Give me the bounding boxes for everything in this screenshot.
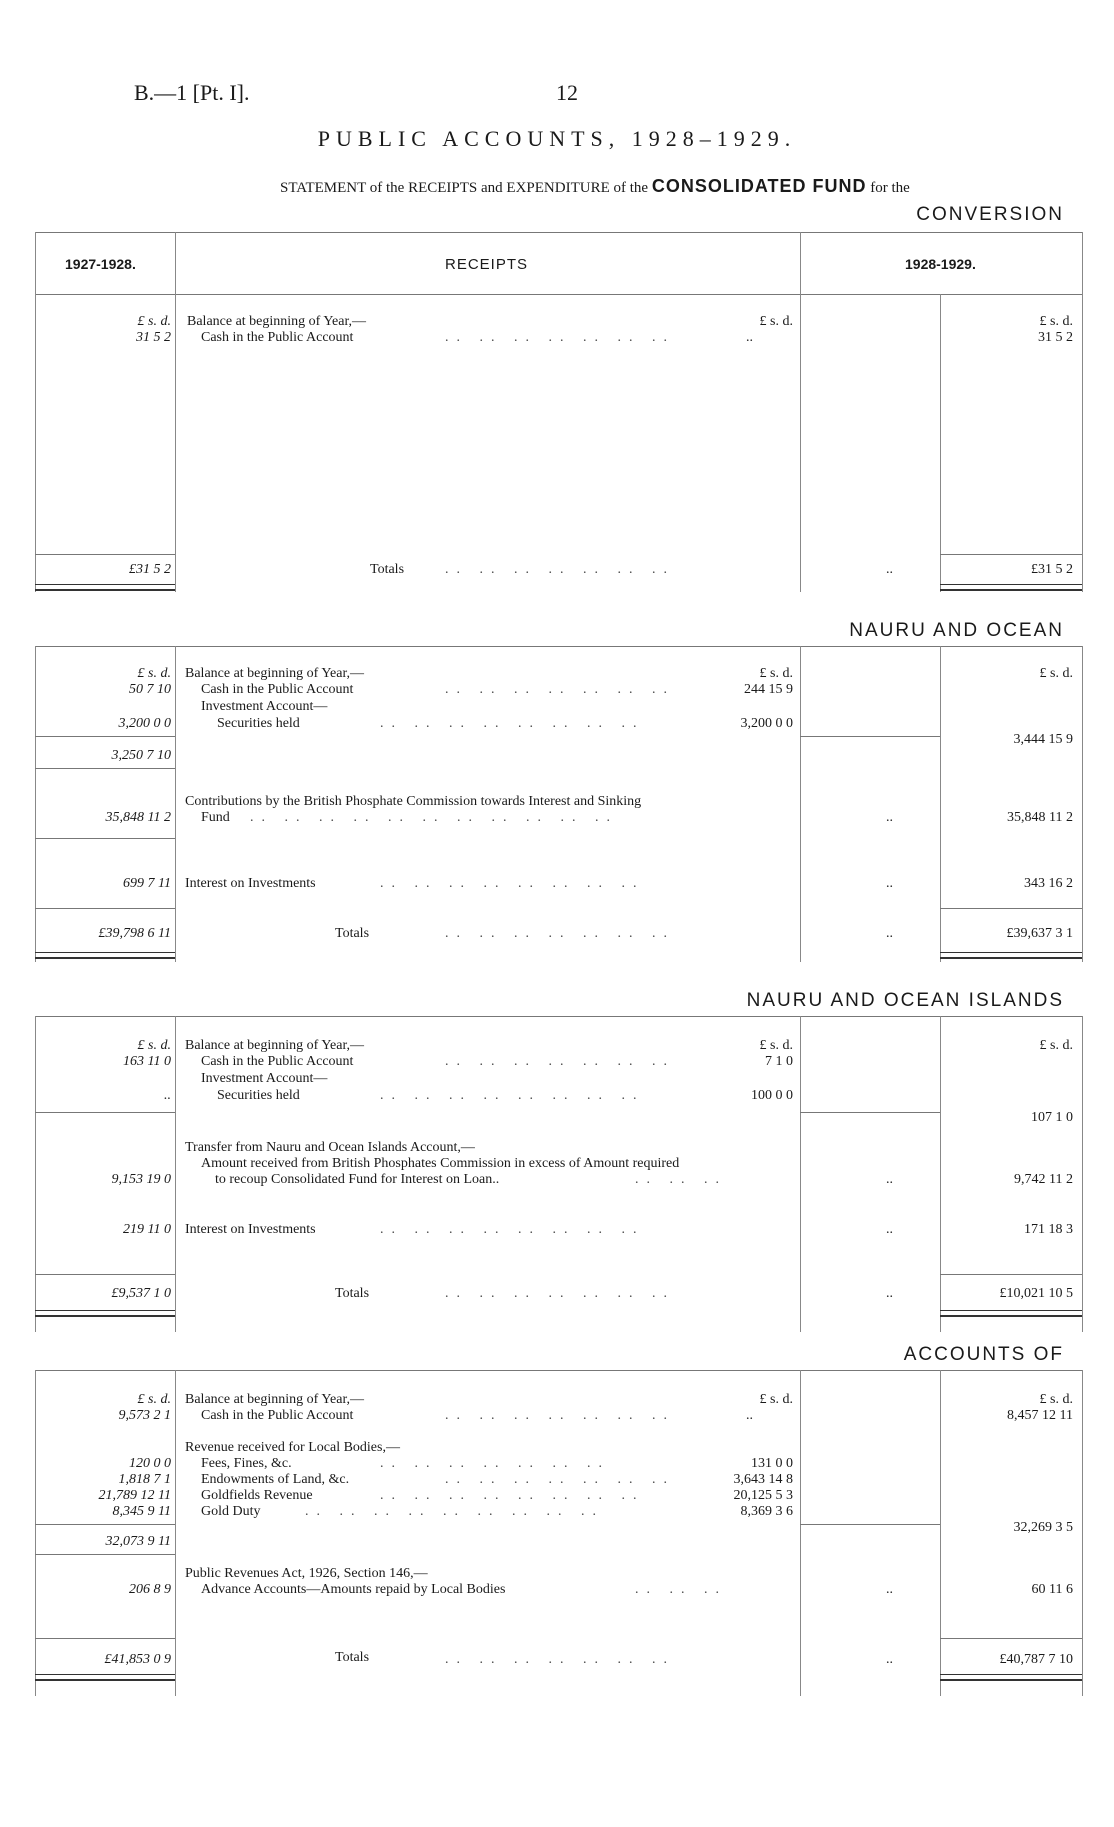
- acc-right-cash: 8,457 12 11: [1007, 1408, 1073, 1423]
- nauru-ocean-totals-prev: £39,798 6 11: [98, 926, 171, 941]
- statement-suffix: for the: [870, 180, 910, 196]
- leader-dots: .. .. ..: [635, 1582, 727, 1597]
- noi-transfer2: Amount received from British Phosphates Commission in excess of Amount required: [201, 1156, 680, 1171]
- leader-dots: .. .. .. .. .. .. ..: [445, 682, 675, 697]
- conversion-totals-prev: £31 5 2: [129, 562, 171, 577]
- leader-dots: .. .. .. .. .. .. .. ..: [380, 716, 645, 731]
- conversion-mid-dots: ..: [746, 330, 753, 345]
- acc-item-label: Endowments of Land, &c.: [201, 1472, 350, 1487]
- noi-right-interest: 171 18 3: [1024, 1222, 1073, 1237]
- acc-prev-pra: 206 8 9: [129, 1582, 171, 1597]
- units-right: £ s. d.: [1039, 314, 1073, 329]
- noi-interest: Interest on Investments: [185, 1222, 316, 1237]
- section-heading-accounts-of: ACCOUNTS OF: [903, 1344, 1064, 1365]
- nauru-ocean-prev-cash: 50 7 10: [129, 682, 171, 697]
- col-header-curr-year: 1928-1929.: [905, 256, 976, 272]
- noi-prev-cash: 163 11 0: [123, 1054, 171, 1069]
- acc-mid-cash: ..: [746, 1408, 753, 1423]
- acc-item-mid: 20,125 5 3: [733, 1488, 793, 1503]
- noi-prev-sec: ..: [164, 1088, 171, 1103]
- acc-item-mid: 8,369 3 6: [740, 1504, 793, 1519]
- conversion-totals-mid: ..: [886, 562, 893, 577]
- noi-prev-interest: 219 11 0: [123, 1222, 171, 1237]
- acc-right-pra: 60 11 6: [1031, 1582, 1073, 1597]
- acc-item-label: Goldfields Revenue: [201, 1488, 313, 1503]
- leader-dots: .. .. .. .. .. .. .. ..: [380, 1088, 645, 1103]
- leader-dots: .. .. .. .. .. .. .. ..: [380, 876, 645, 891]
- noi-line2: Cash in the Public Account: [201, 1054, 354, 1069]
- acc-item-label: Fees, Fines, &c.: [201, 1456, 292, 1471]
- nauru-ocean-contrib1: Contributions by the British Phosphate Commission towards Interest and Sinking: [185, 794, 642, 809]
- conversion-totals-right: £31 5 2: [1031, 562, 1073, 577]
- acc-item-label: Gold Duty: [201, 1504, 261, 1519]
- statement-prefix: STATEMENT of the RECEIPTS and EXPENDITURE of the: [280, 180, 649, 196]
- leader-dots: .. .. .. .. .. .. .. .. ..: [305, 1504, 604, 1519]
- leader-dots: .. .. .. .. .. .. ..: [445, 1408, 675, 1423]
- units-prev: £ s. d.: [137, 314, 171, 329]
- page-title: PUBLIC ACCOUNTS, 1928–1929.: [317, 126, 797, 151]
- leader-dots: .. .. .. .. .. .. .. .. .. .. ..: [250, 810, 618, 825]
- acc-item-mid: 3,643 14 8: [733, 1472, 793, 1487]
- leader-dots: .. .. .. .. .. .. ..: [445, 562, 675, 577]
- document-reference: B.—1 [Pt. I].: [134, 80, 250, 105]
- acc-prev-sub: 32,073 9 11: [105, 1534, 171, 1549]
- nauru-ocean-right-sub: 3,444 15 9: [1013, 732, 1073, 747]
- nauru-ocean-mid-contrib: ..: [886, 810, 893, 825]
- nauru-ocean-prev-sec: 3,200 0 0: [118, 716, 171, 731]
- nauru-ocean-line3: Investment Account—: [201, 699, 328, 714]
- nauru-ocean-line1: Balance at beginning of Year,—: [185, 666, 365, 681]
- page-number: 12: [556, 80, 578, 105]
- col-header-prev-year: 1927-1928.: [65, 256, 136, 272]
- noi-transfer3: to recoup Consolidated Fund for Interest on Loan..: [215, 1172, 500, 1187]
- noi-totals-prev: £9,537 1 0: [111, 1286, 171, 1301]
- nauru-ocean-totals-mid: ..: [886, 926, 893, 941]
- units-mid: £ s. d.: [759, 1038, 793, 1053]
- section-heading-nauru-ocean-islands: NAURU AND OCEAN ISLANDS: [746, 990, 1064, 1011]
- leader-dots: .. .. .. .. .. .. .. ..: [380, 1488, 645, 1503]
- nauru-ocean-mid-sec: 3,200 0 0: [740, 716, 793, 731]
- units-prev: £ s. d.: [137, 1038, 171, 1053]
- acc-right-sub: 32,269 3 5: [1013, 1520, 1073, 1535]
- conversion-prev-balance: 31 5 2: [136, 330, 171, 345]
- nauru-ocean-right-contrib: 35,848 11 2: [1007, 810, 1073, 825]
- nauru-ocean-prev-contrib: 35,848 11 2: [105, 810, 171, 825]
- leader-dots: .. .. .. .. .. .. ..: [445, 1652, 675, 1667]
- noi-totals-right: £10,021 10 5: [999, 1286, 1073, 1301]
- acc-item-prev: 120 0 0: [129, 1456, 171, 1471]
- units-right: £ s. d.: [1039, 1038, 1073, 1053]
- nauru-ocean-islands-table: [35, 1016, 1083, 1336]
- nauru-ocean-right-interest: 343 16 2: [1024, 876, 1073, 891]
- nauru-ocean-table: [35, 646, 1083, 966]
- nauru-ocean-mid-interest: ..: [886, 876, 893, 891]
- leader-dots: .. .. .. .. .. .. ..: [445, 330, 675, 345]
- noi-prev-transfer: 9,153 19 0: [111, 1172, 171, 1187]
- leader-dots: .. .. .. .. .. .. ..: [380, 1456, 610, 1471]
- nauru-ocean-contrib2: Fund: [201, 810, 230, 825]
- acc-totals-right: £40,787 7 10: [999, 1652, 1073, 1667]
- units-right: £ s. d.: [1039, 666, 1073, 681]
- conversion-right-balance: 31 5 2: [1038, 330, 1073, 345]
- noi-mid-cash: 7 1 0: [765, 1054, 793, 1069]
- acc-item-prev: 21,789 12 11: [98, 1488, 171, 1503]
- acc-totals-prev: £41,853 0 9: [104, 1652, 171, 1667]
- acc-line2: Cash in the Public Account: [201, 1408, 354, 1423]
- nauru-ocean-totals-label: Totals: [335, 926, 370, 941]
- acc-revenue: Revenue received for Local Bodies,—: [185, 1440, 400, 1455]
- acc-pra2: Advance Accounts—Amounts repaid by Local Bodies: [201, 1582, 506, 1597]
- noi-right-transfer: 9,742 11 2: [1014, 1172, 1073, 1187]
- nauru-ocean-line2: Cash in the Public Account: [201, 682, 354, 697]
- acc-item-prev: 8,345 9 11: [112, 1504, 171, 1519]
- noi-transfer1: Transfer from Nauru and Ocean Islands Account,—: [185, 1140, 475, 1155]
- units-mid: £ s. d.: [759, 666, 793, 681]
- nauru-ocean-line4: Securities held: [217, 716, 300, 731]
- acc-prev-cash: 9,573 2 1: [118, 1408, 171, 1423]
- statement-line: [280, 176, 910, 197]
- acc-pra1: Public Revenues Act, 1926, Section 146,—: [185, 1566, 428, 1581]
- nauru-ocean-prev-sub: 3,250 7 10: [111, 748, 171, 763]
- nauru-ocean-interest: Interest on Investments: [185, 876, 316, 891]
- leader-dots: .. .. .. .. .. .. ..: [445, 1054, 675, 1069]
- acc-item-prev: 1,818 7 1: [118, 1472, 171, 1487]
- leader-dots: .. .. .. .. .. .. .. ..: [380, 1222, 645, 1237]
- acc-mid-pra: ..: [886, 1582, 893, 1597]
- noi-line4: Securities held: [217, 1088, 300, 1103]
- leader-dots: .. .. .. .. .. .. ..: [445, 926, 675, 941]
- leader-dots: .. .. .. .. .. .. ..: [445, 1472, 675, 1487]
- nauru-ocean-prev-interest: 699 7 11: [123, 876, 171, 891]
- noi-totals-mid: ..: [886, 1286, 893, 1301]
- units-right: £ s. d.: [1039, 1392, 1073, 1407]
- noi-mid-sec: 100 0 0: [751, 1088, 793, 1103]
- noi-mid-interest: ..: [886, 1222, 893, 1237]
- leader-dots: .. .. .. .. .. .. ..: [445, 1286, 675, 1301]
- acc-item-mid: 131 0 0: [751, 1456, 793, 1471]
- section-heading-nauru-ocean: NAURU AND OCEAN: [849, 620, 1064, 641]
- noi-totals-label: Totals: [335, 1286, 370, 1301]
- conversion-line1: Balance at beginning of Year,—: [187, 314, 367, 329]
- acc-line1: Balance at beginning of Year,—: [185, 1392, 365, 1407]
- units-prev: £ s. d.: [137, 1392, 171, 1407]
- conversion-line2: Cash in the Public Account: [201, 330, 354, 345]
- units-mid: £ s. d.: [759, 314, 793, 329]
- conversion-totals-label: Totals: [370, 562, 405, 577]
- accounts-of-table: [35, 1370, 1083, 1700]
- units-mid: £ s. d.: [759, 1392, 793, 1407]
- nauru-ocean-mid-cash: 244 15 9: [744, 682, 793, 697]
- col-header-receipts: RECEIPTS: [445, 256, 529, 273]
- statement-fund: CONSOLIDATED FUND: [651, 176, 867, 196]
- acc-totals-mid: ..: [886, 1652, 893, 1667]
- units-prev: £ s. d.: [137, 666, 171, 681]
- nauru-ocean-totals-right: £39,637 3 1: [1006, 926, 1073, 941]
- noi-right-sub: 107 1 0: [1031, 1110, 1073, 1125]
- noi-mid-transfer: ..: [886, 1172, 893, 1187]
- noi-line1: Balance at beginning of Year,—: [185, 1038, 365, 1053]
- conversion-table: [35, 228, 1083, 596]
- acc-totals-label: Totals: [335, 1650, 370, 1665]
- noi-line3: Investment Account—: [201, 1071, 328, 1086]
- leader-dots: .. .. ..: [635, 1172, 727, 1187]
- section-heading-conversion: CONVERSION: [916, 204, 1064, 225]
